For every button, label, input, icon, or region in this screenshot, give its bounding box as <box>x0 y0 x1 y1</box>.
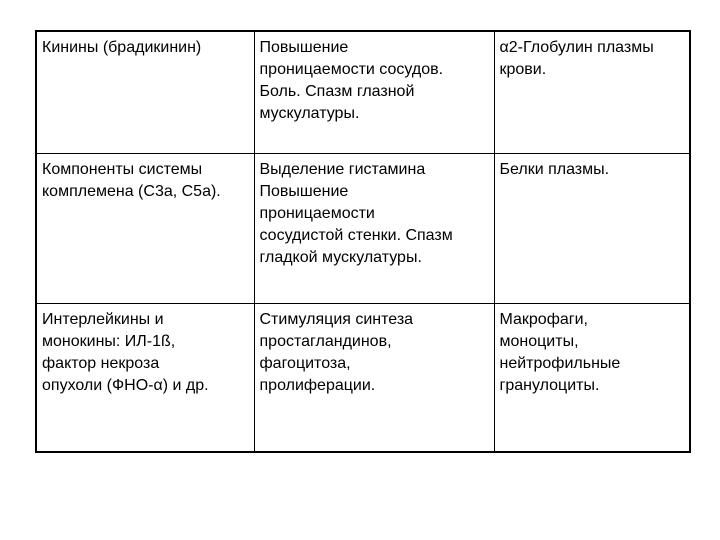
mediator-cell: Кинины (брадикинин) <box>36 31 254 154</box>
effect-cell: Выделение гистамина Повышение проницаемости сосудистой стенки. Спазм гладкой мускулатуры. <box>254 154 494 304</box>
table-row <box>36 154 690 304</box>
source-cell: Белки плазмы. <box>494 154 690 304</box>
effect-cell: Повышение проницаемости сосудов. Боль. Спазм глазной мускулатуры. <box>254 31 494 154</box>
table-row <box>36 304 690 453</box>
effect-cell: Стимуляция синтеза простагландинов, фагоцитоза, пролиферации. <box>254 304 494 453</box>
mediators-table <box>35 30 691 453</box>
mediator-cell: Интерлейкины и монокины: ИЛ-1ß, фактор некроза опухоли (ФНО-α) и др. <box>36 304 254 453</box>
source-cell: Макрофаги, моноциты, нейтрофильные гранулоциты. <box>494 304 690 453</box>
source-cell: α2-Глобулин плазмы крови. <box>494 31 690 154</box>
table-row <box>36 31 690 154</box>
mediator-cell: Компоненты системы комплемена (С3а, С5а). <box>36 154 254 304</box>
